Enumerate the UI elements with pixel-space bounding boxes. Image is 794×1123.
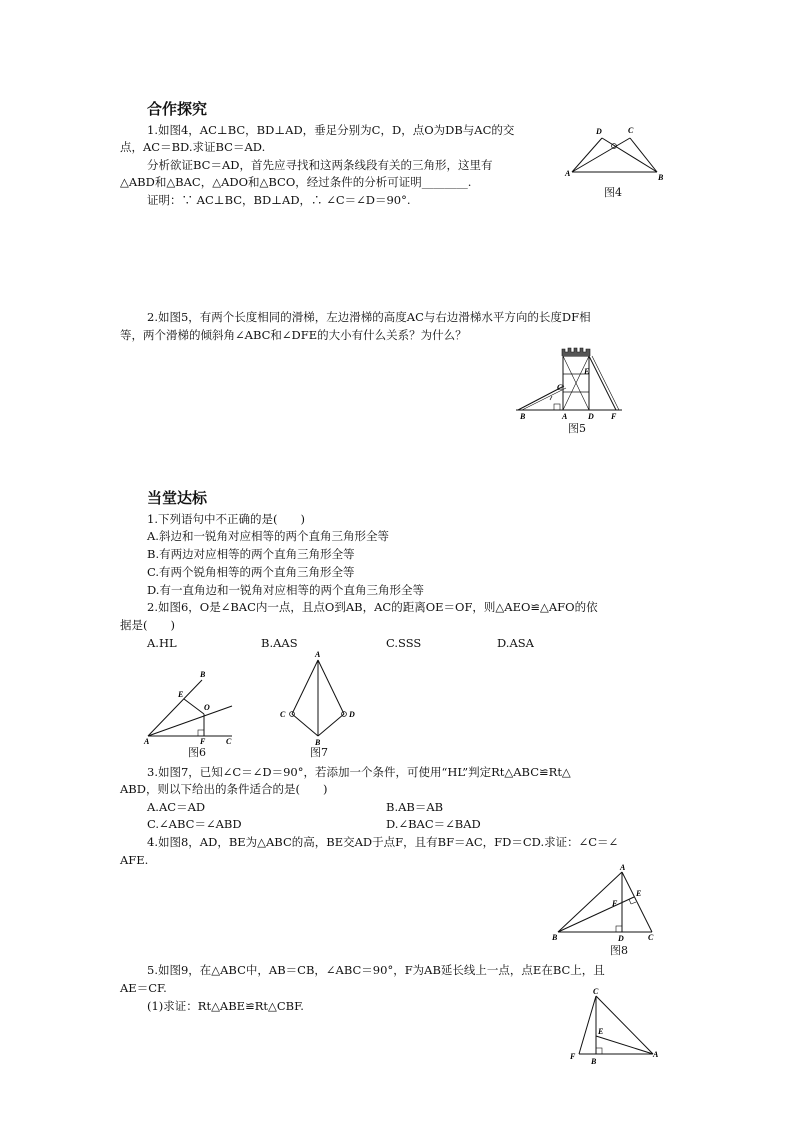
fig6-label-b: B <box>200 670 206 679</box>
figure-9 <box>565 984 665 1068</box>
s2-q4-line1: 4.如图8，AD，BE为△ABC的高，BE交AD于点F，且有BF＝AC，FD＝CD.求证：∠C＝∠ <box>147 835 619 849</box>
fig9-label-f: F <box>570 1052 576 1061</box>
s2-q3-option-c: C.∠ABC＝∠ABD <box>147 817 242 831</box>
figure-6-diagram <box>140 666 240 746</box>
fig9-label-e: E <box>598 1027 604 1036</box>
s2-q5-line2: AE＝CF. <box>120 981 167 995</box>
fig5-caption: 图5 <box>568 422 586 435</box>
q1-analysis-line1: 分析欲证BC＝AD，首先应寻找和这两条线段有关的三角形，这里有 <box>147 158 493 172</box>
s2-q5-line1: 5.如图9，在△ABC中，AB＝CB，∠ABC＝90°，F为AB延长线上一点，点E在BC上，且 <box>147 963 605 977</box>
s2-q3-option-a: A.AC＝AD <box>147 800 206 814</box>
q2-line1: 2.如图5，有两个长度相同的滑梯，左边滑梯的高度AC与右边滑梯水平方向的长度DF相 <box>147 310 591 324</box>
figure-4-diagram <box>560 122 680 182</box>
s2-q1-option-a: A.斜边和一锐角对应相等的两个直角三角形全等 <box>147 529 389 543</box>
fig8-label-f: F <box>612 899 618 908</box>
fig7-label-c: C <box>280 710 286 719</box>
fig6-label-a: A <box>144 737 150 746</box>
fig9-label-c: C <box>593 987 599 996</box>
section-title-cooperative-inquiry: 合作探究 <box>147 100 208 118</box>
figure-8 <box>548 864 664 960</box>
fig5-label-d: D <box>588 412 594 420</box>
fig4-label-b: B <box>658 173 664 182</box>
q1-line1: 1.如图4，AC⊥BC，BD⊥AD，垂足分别为C，D，点O为DB与AC的交 <box>147 123 515 137</box>
fig4-label-c: C <box>628 126 634 135</box>
fig4-caption: 图4 <box>604 186 622 199</box>
fig7-caption: 图7 <box>310 746 328 759</box>
fig5-label-e: E <box>584 367 590 376</box>
q1-line2: 点，AC＝BD.求证BC＝AD. <box>120 140 266 154</box>
fig7-label-a: A <box>315 650 321 659</box>
figure-9-diagram <box>565 984 665 1068</box>
s2-q3-option-b: B.AB＝AB <box>386 800 444 814</box>
fig6-label-e: E <box>178 690 184 699</box>
fig8-label-d: D <box>618 934 624 943</box>
s2-q1-option-c: C.有两个锐角相等的两个直角三角形全等 <box>147 565 355 579</box>
s2-q3-line1: 3.如图7，已知∠C＝∠D＝90°，若添加一个条件，可使用“HL”判定Rt△ABC≌Rt△ <box>147 765 571 779</box>
s2-q2-option-c: C.SSS <box>386 636 422 650</box>
q2-line2: 等，两个滑梯的倾斜角∠ABC和∠DFE的大小有什么关系？为什么？ <box>120 328 467 342</box>
fig6-label-f: F <box>200 737 206 746</box>
figure-5 <box>512 344 626 436</box>
figure-8-diagram <box>548 864 664 944</box>
q1-analysis-line2: △ABD和△BAC，△ADO和△BCO，经过条件的分析可证明________. <box>120 175 472 189</box>
figure-6 <box>140 666 240 762</box>
fig4-label-a: A <box>565 169 571 178</box>
fig5-label-f: F <box>611 412 617 420</box>
fig7-label-b: B <box>315 738 321 746</box>
fig8-label-b: B <box>552 933 558 942</box>
figure-7 <box>270 648 366 762</box>
fig4-label-d: D <box>596 127 602 136</box>
q1-proof-line: 证明：∵ AC⊥BC，BD⊥AD，∴ ∠C＝∠D＝90°. <box>147 193 411 207</box>
figure-5-diagram <box>512 344 626 420</box>
fig8-label-c: C <box>648 933 654 942</box>
fig8-caption: 图8 <box>610 944 628 957</box>
s2-q2-line1: 2.如图6，O是∠BAC内一点，且点O到AB，AC的距离OE＝OF，则△AEO≌△AFO的依 <box>147 600 598 614</box>
fig8-label-a: A <box>620 864 626 872</box>
s2-q5-sub1: (1)求证：Rt△ABE≌Rt△CBF. <box>147 999 304 1013</box>
fig5-label-a: A <box>562 412 568 420</box>
figure-4 <box>560 122 680 202</box>
s2-q1-option-d: D.有一直角边和一锐角对应相等的两个直角三角形全等 <box>147 583 424 597</box>
fig9-label-a: A <box>653 1050 659 1059</box>
figure-7-diagram <box>270 648 366 746</box>
fig6-caption: 图6 <box>188 746 206 759</box>
section-title-class-check: 当堂达标 <box>147 489 208 507</box>
fig9-label-b: B <box>591 1057 597 1066</box>
fig6-label-c: C <box>226 737 232 746</box>
s2-q3-option-d: D.∠BAC＝∠BAD <box>386 817 481 831</box>
fig5-label-c: C <box>557 383 563 392</box>
s2-q2-option-d: D.ASA <box>497 636 534 650</box>
s2-q2-option-b: B.AAS <box>261 636 298 650</box>
fig8-label-e: E <box>636 889 642 898</box>
fig5-label-b: B <box>520 412 526 420</box>
s2-q1-option-b: B.有两边对应相等的两个直角三角形全等 <box>147 547 355 561</box>
fig6-label-o: O <box>204 703 210 712</box>
s2-q2-option-a: A.HL <box>147 636 177 650</box>
fig7-label-d: D <box>349 710 355 719</box>
s2-q1-stem: 1.下列语句中不正确的是( ) <box>147 512 305 526</box>
s2-q4-line2: AFE. <box>120 853 149 867</box>
s2-q3-line2: ABD，则以下给出的条件适合的是( ) <box>120 782 328 796</box>
s2-q2-line2: 据是( ) <box>120 618 175 632</box>
